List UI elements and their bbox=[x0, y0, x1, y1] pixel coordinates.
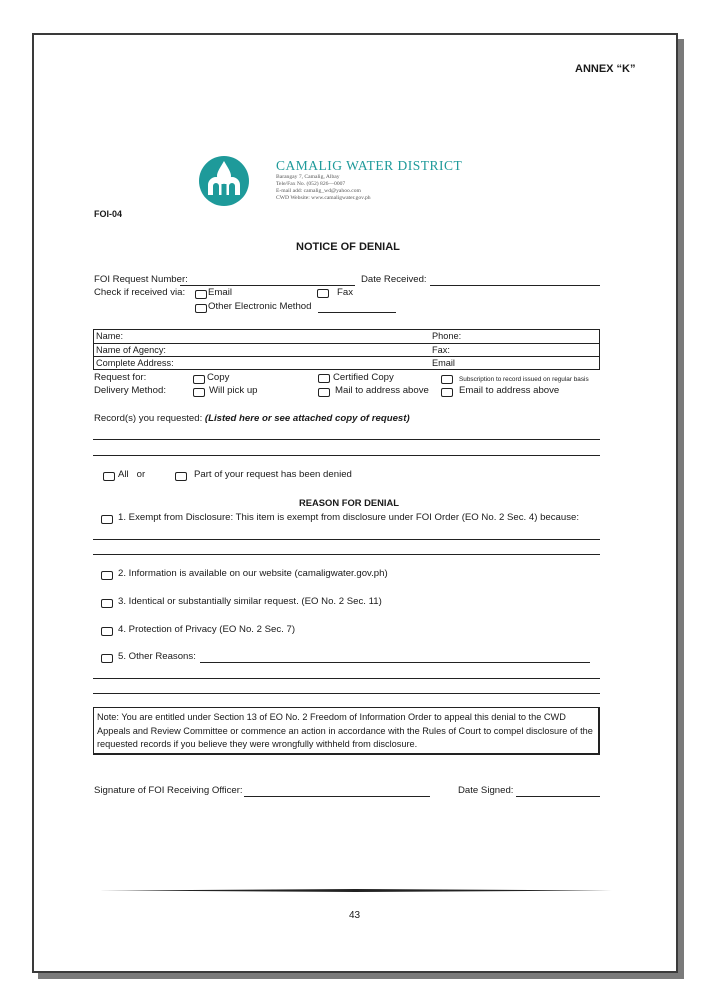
fax-option-label: Fax bbox=[337, 287, 353, 298]
all-denied-label: All or bbox=[118, 469, 146, 480]
requester-info-table bbox=[93, 329, 600, 370]
other-method-field[interactable] bbox=[318, 312, 396, 313]
other-method-label: Other Electronic Method bbox=[208, 301, 312, 312]
reason-heading: REASON FOR DENIAL bbox=[299, 497, 400, 508]
signature-field[interactable] bbox=[244, 796, 430, 797]
email-option-label: Email bbox=[208, 287, 232, 298]
other-reasons-line[interactable] bbox=[93, 678, 600, 679]
reason-3-checkbox[interactable] bbox=[101, 599, 113, 608]
email-delivery-label: Email to address above bbox=[459, 385, 560, 396]
organization-name: CAMALIG WATER DISTRICT bbox=[276, 158, 463, 173]
reason-1-line[interactable] bbox=[93, 554, 600, 555]
org-email: E-mail add: camalig_wd@yahoo.com bbox=[276, 188, 361, 194]
org-telefax: Tele/Fax No. (052) 826—0007 bbox=[276, 181, 346, 187]
mail-checkbox[interactable] bbox=[318, 388, 330, 397]
table-row bbox=[94, 330, 599, 344]
reason-1-line[interactable] bbox=[93, 539, 600, 540]
records-label-text: Record(s) you requested: bbox=[94, 413, 203, 424]
appeal-note: Note: You are entitled under Section 13 of EO No. 2 Freedom of Information Order to appeal this denial to the CWD Appeals and Review Committee or commence an action in accordance with the Rules of Court to compel disclosure of the requested records if you believe they were wrongfully withheld from disclosure. bbox=[93, 707, 600, 755]
request-number-label: FOI Request Number: bbox=[94, 274, 188, 285]
reason-4-checkbox[interactable] bbox=[101, 627, 113, 636]
table-row bbox=[94, 344, 599, 358]
delivery-method-label: Delivery Method: bbox=[94, 385, 166, 396]
name-label: Name: bbox=[96, 331, 124, 341]
copy-label: Copy bbox=[207, 372, 230, 383]
address-label: Complete Address: bbox=[96, 358, 174, 369]
form-code: FOI-04 bbox=[94, 209, 123, 219]
fax-checkbox[interactable] bbox=[317, 289, 329, 298]
part-denied-label: Part of your request has been denied bbox=[194, 469, 352, 480]
subscription-checkbox[interactable] bbox=[441, 375, 453, 384]
reason-3-label: 3. Identical or substantially similar request. (EO No. 2 Sec. 11) bbox=[118, 596, 382, 607]
pick-up-label: Will pick up bbox=[209, 385, 258, 396]
table-email-label: Email bbox=[432, 358, 455, 369]
phone-label: Phone: bbox=[432, 331, 462, 341]
fax-label: Fax: bbox=[432, 344, 450, 355]
agency-label: Name of Agency: bbox=[96, 344, 166, 355]
org-website: CWD Website: www.camaligwater.gov.ph bbox=[276, 195, 371, 201]
reason-5-label: 5. Other Reasons: bbox=[118, 651, 196, 662]
records-line[interactable] bbox=[93, 439, 600, 440]
all-denied-checkbox[interactable] bbox=[103, 472, 115, 481]
subscription-label: Subscription to record issued on regular basis bbox=[459, 376, 589, 383]
signature-label: Signature of FOI Receiving Officer: bbox=[94, 785, 243, 796]
water-district-logo bbox=[198, 155, 250, 207]
received-via-label: Check if received via: bbox=[94, 287, 186, 298]
records-note: (Listed here or see attached copy of request) bbox=[204, 413, 410, 424]
annex-label: ANNEX “K” bbox=[575, 63, 636, 75]
other-method-checkbox[interactable] bbox=[195, 304, 207, 313]
records-label bbox=[94, 413, 410, 424]
date-received-field[interactable] bbox=[430, 285, 600, 286]
email-delivery-checkbox[interactable] bbox=[441, 388, 453, 397]
page-number: 43 bbox=[349, 910, 361, 921]
table-row bbox=[94, 357, 599, 371]
reason-2-checkbox[interactable] bbox=[101, 571, 113, 580]
certified-copy-label: Certified Copy bbox=[333, 372, 394, 383]
reason-5-checkbox[interactable] bbox=[101, 654, 113, 663]
records-line[interactable] bbox=[93, 455, 600, 456]
other-reasons-line[interactable] bbox=[93, 693, 600, 694]
mail-label: Mail to address above bbox=[335, 385, 429, 396]
date-received-label: Date Received: bbox=[361, 274, 427, 285]
date-signed-label: Date Signed: bbox=[458, 785, 514, 796]
reason-1-label: 1. Exempt from Disclosure: This item is exempt from disclosure under FOI Order (EO No. 2 Sec. 4) because: bbox=[118, 512, 580, 523]
certified-copy-checkbox[interactable] bbox=[318, 374, 330, 383]
pick-up-checkbox[interactable] bbox=[193, 388, 205, 397]
reason-4-label: 4. Protection of Privacy (EO No. 2 Sec. 7) bbox=[118, 624, 296, 635]
request-number-field[interactable] bbox=[180, 285, 355, 286]
other-reasons-field[interactable] bbox=[200, 662, 590, 663]
reason-1-checkbox[interactable] bbox=[101, 515, 113, 524]
reason-2-label: 2. Information is available on our website (camaligwater.gov.ph) bbox=[118, 568, 388, 579]
copy-checkbox[interactable] bbox=[193, 375, 205, 384]
request-for-label: Request for: bbox=[94, 372, 147, 383]
part-denied-checkbox[interactable] bbox=[175, 472, 187, 481]
date-signed-field[interactable] bbox=[516, 796, 600, 797]
email-checkbox[interactable] bbox=[195, 290, 207, 299]
org-address: Barangay 7, Camalig, Albay bbox=[276, 174, 340, 180]
document-title: NOTICE OF DENIAL bbox=[296, 241, 400, 253]
